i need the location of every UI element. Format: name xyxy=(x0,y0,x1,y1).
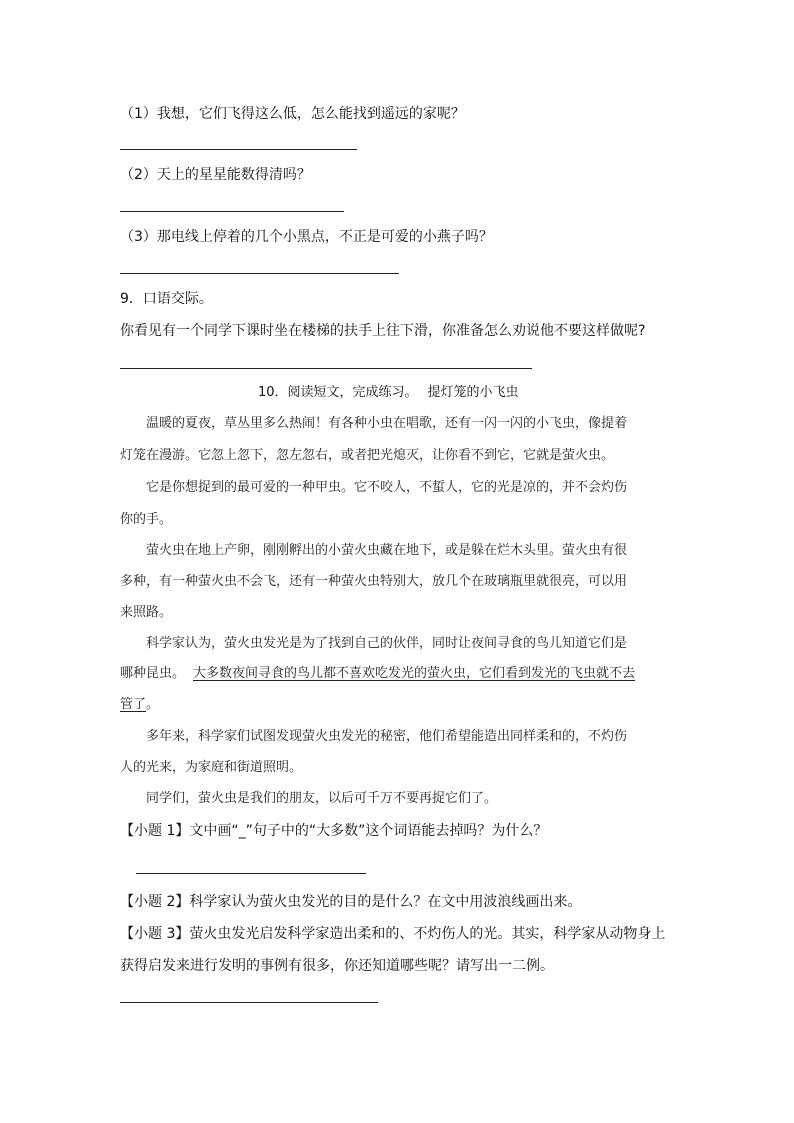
passage-line: 它是你想捉到的最可爱的一种甲虫。它不咬人，不蜇人，它的光是凉的，并不会灼伤 xyxy=(146,480,628,495)
sub-question-3-cont: 获得启发来进行发明的事例有很多，你还知道哪些呢？请写出一二例。 xyxy=(120,958,554,974)
answer-line-3 xyxy=(120,273,399,274)
sub-question-2: 【小题 2】科学家认为萤火虫发光的目的是什么？在文中用波浪线画出来。 xyxy=(120,894,582,910)
passage-title: 提灯笼的小飞虫 xyxy=(427,385,519,400)
sentence-end: 。 xyxy=(146,697,160,712)
underlined-sentence-part-2: 管了 xyxy=(120,697,147,712)
q10-instruction: 10．阅读短文，完成练习。 xyxy=(258,385,418,400)
passage-line: 来照路。 xyxy=(120,605,173,620)
passage-line xyxy=(120,696,159,714)
passage-line: 人的光来，为家庭和街道照明。 xyxy=(120,760,303,775)
passage-line: 同学们，萤火虫是我们的朋友，以后可千万不要再捉它们了。 xyxy=(146,791,498,806)
answer-line-2 xyxy=(120,211,344,212)
passage-line: 科学家认为，萤火虫发光是为了找到自己的伙伴，同时让夜间寻食的鸟儿知道它们是 xyxy=(146,636,628,651)
answer-line-6 xyxy=(120,1002,378,1003)
sub-question-3: 【小题 3】萤火虫发光启发科学家造出柔和的、不灼伤人的光。其实，科学家从动物身上 xyxy=(120,926,666,942)
q8-sentence-2: （2）天上的星星能数得清吗？ xyxy=(120,167,311,183)
passage-line: 温暖的夏夜，草丛里多么热闹！有各种小虫在唱歌，还有一闪一闪的小飞虫，像提着 xyxy=(146,416,628,431)
passage-line: 多年来，科学家们试图发现萤火虫发光的秘密，他们希望能造出同样柔和的，不灼伤 xyxy=(146,729,628,744)
answer-line-4 xyxy=(120,368,532,369)
answer-line-1 xyxy=(120,149,357,150)
answer-line-5 xyxy=(136,873,366,874)
underlined-sentence xyxy=(193,665,635,683)
passage-line: 多种，有一种萤火虫不会飞，还有一种萤火虫特别大，放几个在玻璃瓶里就很亮，可以用 xyxy=(120,574,628,589)
q10-heading xyxy=(258,384,519,402)
passage-line: 萤火虫在地上产卵，刚刚孵出的小萤火虫藏在地下，或是躲在烂木头里。萤火虫有很 xyxy=(146,543,628,558)
q8-sentence-3: （3）那电线上停着的几个小黑点，不正是可爱的小燕子吗？ xyxy=(120,229,493,245)
q9-title: 9．口语交际。 xyxy=(120,291,213,307)
passage-line: 你的手。 xyxy=(120,512,173,527)
passage-line: 灯笼在漫游。它忽上忽下，忽左忽右，或者把光熄灭，让你看不到它，它就是萤火虫。 xyxy=(120,448,615,463)
q9-prompt: 你看见有一个同学下课时坐在楼梯的扶手上往下滑，你准备怎么劝说他不要这样做呢? xyxy=(120,323,646,339)
passage-line: 哪种昆虫。 xyxy=(120,666,186,681)
sub-question-1: 【小题 1】文中画“_”句子中的“大多数”这个词语能去掉吗？为什么？ xyxy=(120,823,548,839)
underlined-sentence-part-1: 大多数夜间寻食的鸟儿都不喜欢吃发光的萤火虫，它们看到发光的飞虫就不去 xyxy=(193,666,636,681)
q8-sentence-1: （1）我想，它们飞得这么低，怎么能找到遥远的家呢？ xyxy=(120,106,465,122)
